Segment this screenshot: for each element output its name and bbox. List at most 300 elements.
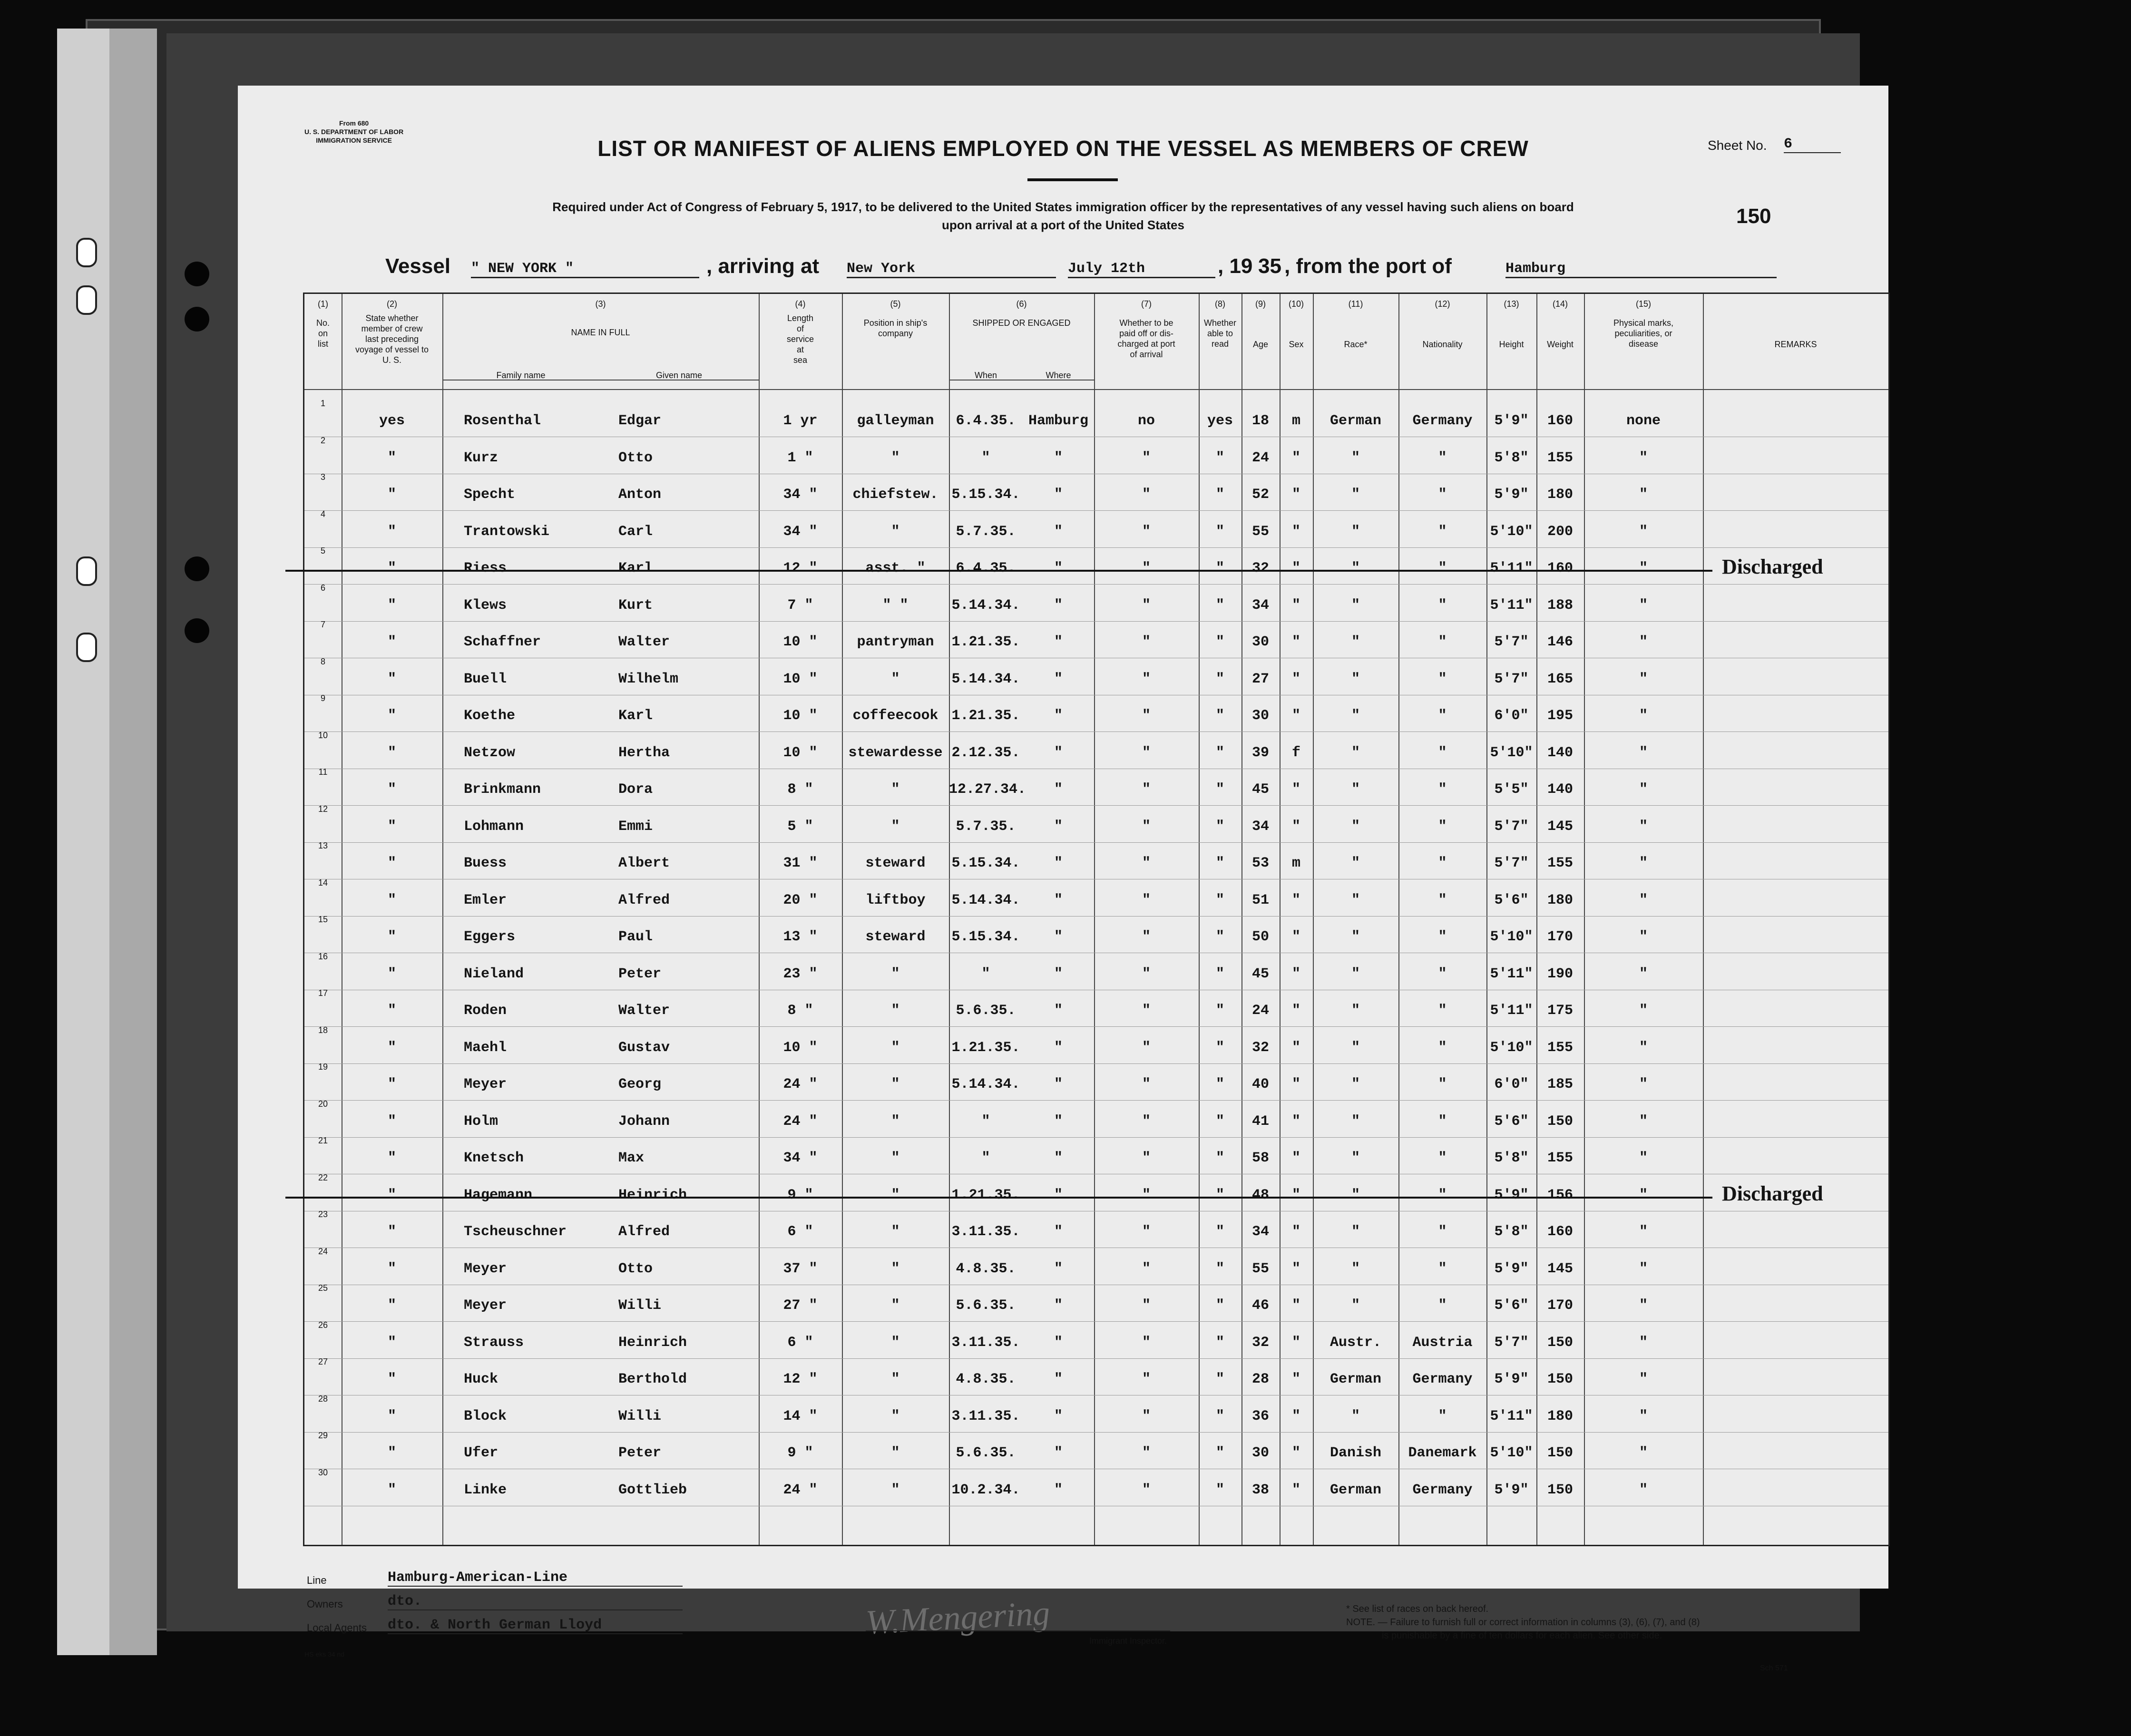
cell-family: Schaffner — [464, 634, 541, 650]
arrival-port: New York — [847, 261, 1056, 278]
cell-prev: " — [387, 781, 396, 798]
cell-paid: " — [1142, 560, 1151, 576]
cell-age: 24 — [1251, 1003, 1269, 1019]
row-number: 9 — [320, 693, 325, 703]
cell-position: " — [891, 1076, 900, 1092]
cell-where: " — [1054, 744, 1063, 761]
cell-marks: " — [1639, 1187, 1648, 1203]
cell-when: 1.21.35. — [951, 634, 1020, 650]
manifest-page — [238, 86, 1888, 1672]
cell-marks: " — [1639, 1482, 1648, 1498]
row-rule — [304, 621, 1888, 622]
cell-marks: " — [1639, 1260, 1648, 1277]
cell-given: Otto — [618, 1260, 653, 1277]
binder-strip-shadow — [109, 29, 157, 1655]
schedule-code: Sch 571 — [1760, 1664, 1788, 1672]
row-number: 22 — [318, 1172, 328, 1182]
row-number: 4 — [320, 509, 325, 519]
cell-when: " — [981, 1113, 990, 1130]
cell-given: Alfred — [618, 1224, 670, 1240]
cell-age: 38 — [1251, 1482, 1269, 1498]
row-number: 26 — [318, 1320, 328, 1330]
cell-paid: " — [1142, 1260, 1151, 1277]
header-c12-num: (12) — [1435, 299, 1450, 309]
cell-paid: " — [1142, 1076, 1151, 1092]
cell-when: 5.15.34. — [951, 855, 1020, 871]
cell-nat: " — [1438, 1076, 1447, 1092]
cell-where: " — [1054, 560, 1063, 576]
cell-race: " — [1351, 487, 1360, 503]
cell-sex: f — [1291, 744, 1300, 761]
owners-label: Owners — [307, 1598, 343, 1610]
cell-read: " — [1215, 671, 1224, 687]
cell-service: 9 " — [787, 1445, 813, 1461]
cell-height: 5'9" — [1494, 1482, 1529, 1498]
cell-prev: " — [387, 449, 396, 466]
cell-weight: 188 — [1547, 597, 1573, 614]
cell-paid: " — [1142, 929, 1151, 945]
cell-given: Paul — [618, 929, 653, 945]
cell-given: Carl — [618, 523, 653, 540]
cell-race: " — [1351, 855, 1360, 871]
header-c13: Height — [1499, 340, 1524, 349]
cell-family: Hagemann — [464, 1187, 533, 1203]
row-rule — [304, 1321, 1888, 1322]
cell-race: " — [1351, 1150, 1360, 1166]
cell-paid: " — [1142, 597, 1151, 614]
cell-paid: " — [1142, 708, 1151, 724]
cell-prev: " — [387, 487, 396, 503]
cell-weight: 145 — [1547, 818, 1573, 835]
cell-family: Lohmann — [464, 818, 524, 835]
cell-sex: " — [1291, 1482, 1300, 1498]
cell-read: " — [1215, 1113, 1224, 1130]
cell-weight: 150 — [1547, 1334, 1573, 1351]
cell-given: Otto — [618, 449, 653, 466]
cell-height: 5'6" — [1494, 1113, 1529, 1130]
cell-sex: " — [1291, 1408, 1300, 1424]
cell-when: 10.2.34. — [951, 1482, 1020, 1498]
cell-sex: " — [1291, 449, 1300, 466]
cell-age: 45 — [1251, 781, 1269, 798]
cell-marks: none — [1626, 413, 1661, 429]
cell-position: " — [891, 449, 900, 466]
cell-race: " — [1351, 1113, 1360, 1130]
header-c2-num: (2) — [387, 299, 397, 309]
cell-position: " — [891, 1260, 900, 1277]
cell-marks: " — [1639, 1150, 1648, 1166]
cell-position: stewardesse — [848, 744, 943, 761]
cell-nat: Germany — [1412, 1482, 1473, 1498]
row-number: 17 — [318, 988, 328, 998]
cell-sex: " — [1291, 892, 1300, 908]
cell-nat: " — [1438, 1150, 1447, 1166]
cell-age: 34 — [1251, 818, 1269, 835]
cell-age: 30 — [1251, 708, 1269, 724]
cell-read: " — [1215, 744, 1224, 761]
cell-given: Anton — [618, 487, 662, 503]
cell-family: Maehl — [464, 1039, 507, 1056]
cell-sex: " — [1291, 966, 1300, 982]
cell-age: 45 — [1251, 966, 1269, 982]
cell-prev: " — [387, 523, 396, 540]
cell-family: Netzow — [464, 744, 516, 761]
cell-sex: " — [1291, 1371, 1300, 1387]
cell-weight: 170 — [1547, 1297, 1573, 1314]
cell-given: Albert — [618, 855, 670, 871]
cell-paid: " — [1142, 1371, 1151, 1387]
cell-given: Alfred — [618, 892, 670, 908]
cell-age: 27 — [1251, 671, 1269, 687]
cell-service: 8 " — [787, 1003, 813, 1019]
year-suffix: 35 — [1258, 254, 1281, 278]
cell-when: 5.15.34. — [951, 487, 1020, 503]
row-rule — [304, 1026, 1888, 1027]
cell-when: 1.21.35. — [951, 1187, 1020, 1203]
penalty-note-2: is punishable by a fine of ten dollars for each alien. See other side. — [1382, 1630, 1662, 1641]
owners-value: dto. — [388, 1593, 683, 1610]
cell-position: " — [891, 1371, 900, 1387]
cell-weight: 150 — [1547, 1371, 1573, 1387]
cell-prev: " — [387, 1113, 396, 1130]
header-c6a: When — [974, 371, 997, 380]
cell-nat: " — [1438, 487, 1447, 503]
cell-race: " — [1351, 708, 1360, 724]
cell-nat: " — [1438, 634, 1447, 650]
cell-service: 34 " — [783, 1150, 818, 1166]
cell-height: 5'7" — [1494, 818, 1529, 835]
cell-prev: " — [387, 1482, 396, 1498]
cell-where: " — [1054, 708, 1063, 724]
cell-weight: 180 — [1547, 487, 1573, 503]
cell-when: 5.6.35. — [956, 1003, 1016, 1019]
cell-given: Gustav — [618, 1039, 670, 1056]
punch-hole — [185, 307, 209, 332]
cell-race: German — [1329, 1371, 1382, 1387]
row-rule — [304, 1137, 1888, 1138]
cell-sex: " — [1291, 671, 1300, 687]
cell-marks: " — [1639, 892, 1648, 908]
cell-when: 12.27.34. — [949, 781, 1026, 798]
row-number: 15 — [318, 915, 328, 924]
cell-paid: " — [1142, 1482, 1151, 1498]
cell-read: " — [1215, 1003, 1224, 1019]
cell-given: Georg — [618, 1076, 662, 1092]
cell-given: Dora — [618, 781, 653, 798]
cell-race: " — [1351, 1076, 1360, 1092]
cell-height: 5'6" — [1494, 1297, 1529, 1314]
cell-paid: " — [1142, 744, 1151, 761]
manifest-subtitle: Required under Act of Congress of February 5, 1917, to be delivered to the United States immigration officer by the representatives of any vessel having such aliens on board — [552, 200, 1574, 214]
agents-label: Local Agents — [307, 1622, 367, 1634]
cell-family: Emler — [464, 892, 507, 908]
cell-marks: " — [1639, 560, 1648, 576]
cell-where: " — [1054, 487, 1063, 503]
title-rule — [1027, 178, 1118, 181]
cell-age: 32 — [1251, 1334, 1269, 1351]
row-number: 28 — [318, 1394, 328, 1404]
header-c5-num: (5) — [890, 299, 901, 309]
cell-given: Willi — [618, 1408, 662, 1424]
cell-paid: " — [1142, 781, 1151, 798]
cell-paid: " — [1142, 1150, 1151, 1166]
cell-marks: " — [1639, 855, 1648, 871]
cell-height: 5'9" — [1494, 413, 1529, 429]
cell-service: 27 " — [783, 1297, 818, 1314]
cell-height: 5'8" — [1494, 449, 1529, 466]
cell-age: 58 — [1251, 1150, 1269, 1166]
cell-where: " — [1054, 892, 1063, 908]
cell-service: 34 " — [783, 523, 818, 540]
header-c10: Sex — [1289, 340, 1304, 349]
cell-paid: " — [1142, 671, 1151, 687]
cell-weight: 145 — [1547, 1260, 1573, 1277]
cell-height: 5'6" — [1494, 892, 1529, 908]
cell-where: " — [1054, 634, 1063, 650]
cell-sex: " — [1291, 1076, 1300, 1092]
cell-weight: 165 — [1547, 671, 1573, 687]
header-c16: REMARKS — [1774, 340, 1817, 349]
cell-prev: " — [387, 708, 396, 724]
cell-prev: " — [387, 1076, 396, 1092]
cell-when: " — [981, 449, 990, 466]
header-c2: State whether member of crew last preceding voyage of vessel to U. S. — [355, 313, 429, 365]
cell-service: 34 " — [783, 487, 818, 503]
cell-weight: 155 — [1547, 1039, 1573, 1056]
cell-position: " — [891, 1187, 900, 1203]
cell-position: " — [891, 1297, 900, 1314]
cell-position: " — [891, 1150, 900, 1166]
stamp-number: 150 — [1736, 205, 1771, 228]
agents-value: dto. & North German Lloyd — [388, 1617, 683, 1634]
cell-height: 5'7" — [1494, 671, 1529, 687]
cell-prev: " — [387, 671, 396, 687]
cell-position: " — [891, 818, 900, 835]
cell-service: 10 " — [783, 671, 818, 687]
cell-height: 5'7" — [1494, 634, 1529, 650]
cell-paid: " — [1142, 1039, 1151, 1056]
cell-family: Knetsch — [464, 1150, 524, 1166]
row-number: 27 — [318, 1357, 328, 1366]
cell-when: 6.4.35. — [956, 413, 1016, 429]
cell-age: 28 — [1251, 1371, 1269, 1387]
cell-height: 5'9" — [1494, 1371, 1529, 1387]
cell-service: 10 " — [783, 744, 818, 761]
cell-family: Kurz — [464, 449, 499, 466]
header-c6-num: (6) — [1016, 299, 1027, 309]
cell-family: Block — [464, 1408, 507, 1424]
row-number: 24 — [318, 1246, 328, 1256]
cell-where: " — [1054, 1297, 1063, 1314]
cell-race: German — [1329, 1482, 1382, 1498]
cell-age: 51 — [1251, 892, 1269, 908]
race-note: * See list of races on back hereof. — [1346, 1604, 1489, 1614]
cell-sex: " — [1291, 781, 1300, 798]
cell-given: Willi — [618, 1297, 662, 1314]
cell-prev: " — [387, 1224, 396, 1240]
cell-race: " — [1351, 744, 1360, 761]
cell-position: steward — [865, 855, 926, 871]
cell-sex: " — [1291, 634, 1300, 650]
cell-nat: " — [1438, 597, 1447, 614]
row-number: 5 — [320, 546, 325, 556]
row-number: 10 — [318, 730, 328, 740]
cell-given: Walter — [618, 634, 670, 650]
cell-when: 3.11.35. — [951, 1224, 1020, 1240]
cell-service: 23 " — [783, 966, 818, 982]
cell-read: " — [1215, 1297, 1224, 1314]
cell-position: " — [891, 1408, 900, 1424]
line-value: Hamburg-American-Line — [388, 1570, 683, 1587]
cell-prev: yes — [379, 413, 405, 429]
cell-race: " — [1351, 966, 1360, 982]
header-c14: Weight — [1547, 340, 1574, 349]
cell-nat: " — [1438, 560, 1447, 576]
cell-sex: " — [1291, 1150, 1300, 1166]
cell-race: German — [1329, 413, 1382, 429]
cell-read: " — [1215, 1482, 1224, 1498]
cell-race: " — [1351, 1297, 1360, 1314]
cell-sex: " — [1291, 487, 1300, 503]
cell-position: " — [891, 671, 900, 687]
cell-where: " — [1054, 1334, 1063, 1351]
cell-height: 5'7" — [1494, 1334, 1529, 1351]
cell-service: 24 " — [783, 1482, 818, 1498]
cell-sex: " — [1291, 1187, 1300, 1203]
cell-nat: " — [1438, 1297, 1447, 1314]
cell-read: " — [1215, 449, 1224, 466]
cell-weight: 155 — [1547, 855, 1573, 871]
cell-marks: " — [1639, 929, 1648, 945]
cell-nat: " — [1438, 929, 1447, 945]
cell-read: " — [1215, 1260, 1224, 1277]
cell-age: 53 — [1251, 855, 1269, 871]
cell-given: Karl — [618, 560, 653, 576]
manifest-title: LIST OR MANIFEST OF ALIENS EMPLOYED ON THE VESSEL AS MEMBERS OF CREW — [597, 136, 1529, 161]
cell-when: 4.8.35. — [956, 1260, 1016, 1277]
cell-read: " — [1215, 1187, 1224, 1203]
cell-paid: " — [1142, 1003, 1151, 1019]
header-c3-num: (3) — [595, 299, 606, 309]
cell-sex: " — [1291, 597, 1300, 614]
cell-age: 50 — [1251, 929, 1269, 945]
penalty-note: NOTE. — Failure to furnish full or correct information in columns (3), (6), (7), and (8) — [1346, 1617, 1700, 1628]
punch-hole — [185, 262, 209, 286]
cell-family: Meyer — [464, 1297, 507, 1314]
row-rule — [304, 1063, 1888, 1064]
cell-sex: " — [1291, 818, 1300, 835]
cell-marks: " — [1639, 597, 1648, 614]
cell-prev: " — [387, 744, 396, 761]
row-rule — [304, 1432, 1888, 1433]
cell-service: 12 " — [783, 560, 818, 576]
cell-position: " — [891, 1003, 900, 1019]
cell-race: " — [1351, 449, 1360, 466]
cell-height: 6'0" — [1494, 1076, 1529, 1092]
cell-when: 5.7.35. — [956, 818, 1016, 835]
row-rule — [304, 1100, 1888, 1101]
cell-given: Emmi — [618, 818, 653, 835]
cell-paid: no — [1137, 413, 1155, 429]
cell-when: 5.14.34. — [951, 1076, 1020, 1092]
cell-marks: " — [1639, 818, 1648, 835]
cell-read: " — [1215, 597, 1224, 614]
cell-position: " — [891, 1113, 900, 1130]
header-c15: Physical marks, peculiarities, or disease — [1613, 318, 1674, 349]
cell-weight: 155 — [1547, 449, 1573, 466]
cell-race: " — [1351, 781, 1360, 798]
cell-height: 5'11" — [1490, 1408, 1533, 1424]
cell-position: liftboy — [865, 892, 926, 908]
cell-age: 24 — [1251, 449, 1269, 466]
cell-weight: 175 — [1547, 1003, 1573, 1019]
cell-prev: " — [387, 966, 396, 982]
cell-where: " — [1054, 1150, 1063, 1166]
binder-ring — [76, 238, 97, 267]
cell-marks: " — [1639, 1003, 1648, 1019]
row-number: 23 — [318, 1209, 328, 1219]
cell-read: " — [1215, 487, 1224, 503]
cell-marks: " — [1639, 1445, 1648, 1461]
cell-read: " — [1215, 560, 1224, 576]
cell-marks: " — [1639, 634, 1648, 650]
cell-prev: " — [387, 560, 396, 576]
header-c3: NAME IN FULL — [571, 328, 630, 337]
cell-given: Gottlieb — [618, 1482, 687, 1498]
cell-height: 5'5" — [1494, 781, 1529, 798]
cell-sex: " — [1291, 1003, 1300, 1019]
cell-paid: " — [1142, 1187, 1151, 1203]
cell-age: 55 — [1251, 1260, 1269, 1277]
row-rule — [304, 1358, 1888, 1359]
row-rule — [304, 731, 1888, 732]
cell-where: " — [1054, 1408, 1063, 1424]
cell-family: Holm — [464, 1113, 499, 1130]
header-c3a: Family name — [496, 371, 546, 380]
cell-race: " — [1351, 1224, 1360, 1240]
header-c1-num: (1) — [318, 299, 328, 309]
header-c9: Age — [1252, 340, 1269, 349]
cell-position: " — [891, 1039, 900, 1056]
cell-service: 6 " — [787, 1334, 813, 1351]
cell-when: 5.14.34. — [951, 892, 1020, 908]
cell-position: " — [891, 781, 900, 798]
cell-position: steward — [865, 929, 926, 945]
cell-given: Walter — [618, 1003, 670, 1019]
cell-paid: " — [1142, 1297, 1151, 1314]
cell-age: 30 — [1251, 1445, 1269, 1461]
cell-nat: " — [1438, 671, 1447, 687]
cell-nat: " — [1438, 708, 1447, 724]
cell-sex: " — [1291, 1113, 1300, 1130]
cell-weight: 185 — [1547, 1076, 1573, 1092]
header-c14-num: (14) — [1552, 299, 1568, 309]
cell-given: Kurt — [618, 597, 653, 614]
cell-read: " — [1215, 634, 1224, 650]
row-number: 6 — [320, 583, 325, 593]
cell-paid: " — [1142, 1113, 1151, 1130]
row-number: 7 — [320, 620, 325, 629]
cell-weight: 180 — [1547, 892, 1573, 908]
header-c7: Whether to be paid off or dis- charged at port of arrival — [1117, 318, 1175, 359]
cell-age: 34 — [1251, 1224, 1269, 1240]
cell-race: " — [1351, 892, 1360, 908]
row-rule — [304, 510, 1888, 511]
row-number: 12 — [318, 804, 328, 814]
cell-paid: " — [1142, 1224, 1151, 1240]
cell-where: " — [1054, 597, 1063, 614]
cell-when: 1.21.35. — [951, 708, 1020, 724]
